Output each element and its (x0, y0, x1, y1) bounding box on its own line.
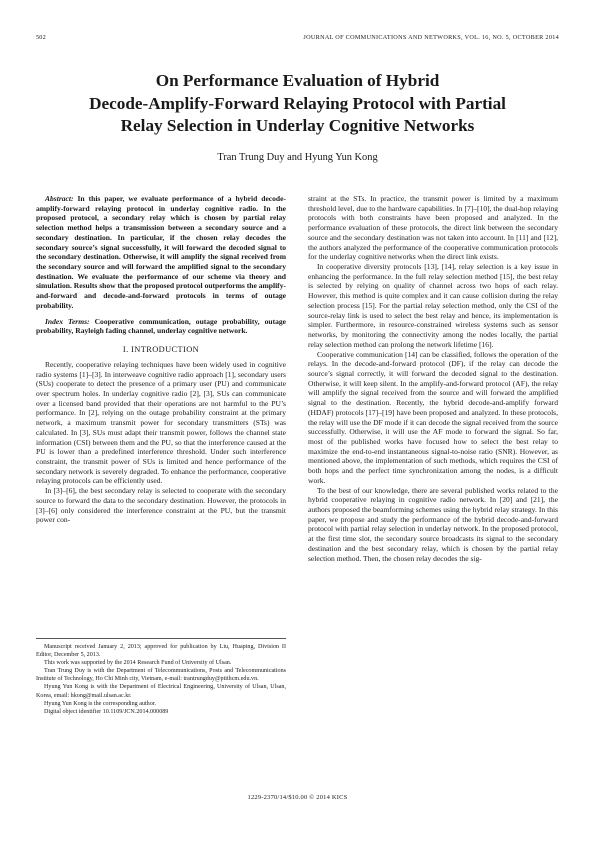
title-line-3: Relay Selection in Underlay Cognitive Networks (120, 116, 475, 135)
footnote-divider (36, 638, 286, 639)
journal-running-header: JOURNAL OF COMMUNICATIONS AND NETWORKS, VOL. 16, NO. 5, OCTOBER 2014 (303, 34, 559, 41)
section-heading-introduction: I. INTRODUCTION (122, 345, 200, 355)
index-terms-label: Index Terms: (45, 316, 90, 326)
abstract (36, 194, 286, 311)
author-list: Tran Trung Duy and Hyung Yun Kong (217, 152, 378, 163)
copyright-identifier: 1229-2370/14/$10.00 © 2014 KICS (247, 794, 348, 801)
footnote: Tran Trung Duy is with the Department of Telecommunications, Posts and Telecommunications Institute of Technology, Ho Chi Minh city, Vietnam, e-mail: trantrungduy@ptithcm.edu.vn. (36, 668, 286, 683)
body-paragraph: Cooperative communication [14] can be classified, follows the operation of the relays. In the decode-and-forward protocol (DF), if the relay can decode the source’s signal correctly, it will forward the decoded signal to the destination. Otherwise, it will keep silent. In the amplify-and-forward protocol (AF), the relay will amplify the signal received from the source and will forward the amplified signal to the destination. Recently, the hybrid decode-and-amplify forward (HDAF) protocols [17]–[19] have been proposed and analyzed. In these protocols, the relay will use the DF mode if it can decode the signal received from the source successfully. Otherwise, it will use the AF mode to forward the signal. So far, most of the published works have focused how to select the best relay to maximize the end-to-end instantaneous signal-to-noise ratio (SNR). However, as mentioned above, the implementation of such methods, which requires the CSI of both hops and the perfect time synchronization among the nodes, is a difficult work. (308, 349, 558, 485)
page-number: 502 (36, 34, 46, 41)
index-terms-text: Cooperative communication, outage probability, outage probability, Rayleigh fading channel, underlay cognitive network. (36, 316, 286, 336)
body-paragraph: In cooperative diversity protocols [13], [14], relay selection is a key issue in enhancing the performance. In the full relay selection method [15], the best relay is selected by relying on quality of channel across two hops of each relay. However, this method is quite complex and it can cause collision during the relay selection process [15]. For the partial relay selection method, only the CSI of the source-relay link is used to select the best relay and hence, its implementation is simpler. Furthermore, in resource-constrained wireless systems such as sensor networks, by monitoring the connectivity among the nodes locally, the partial relay selection method can prolong the network lifetime [16]. (308, 262, 558, 349)
paper-title (40, 70, 555, 138)
footnote: This work was supported by the 2014 Research Fund of University of Ulsan. (44, 660, 232, 667)
footnote: Manuscript received January 2, 2013; approved for publication by Liu, Huaping, Division II Editor, December 5, 2013. (36, 644, 286, 659)
body-paragraph: straint at the STs. In practice, the transmit power is limited by a maximum threshold level, due to the hardware capabilities. In [7]–[10], the dual-hop relaying protocols with both constraints have been proposed and analyzed. In the performance evaluation of these protocols, the direct link between the secondary source and the secondary destination was not taken into account. In [11] and [12], the authors analyzed the performance of the cooperative communication protocols for the underlay cognitive networks when the direct link exists. (308, 194, 558, 262)
footnote: Digital object identifier 10.1109/JCN.2014.000089 (44, 708, 169, 715)
footnote: Hyung Yun Kong is the corresponding author. (44, 700, 156, 707)
title-line-2: Decode-Amplify-Forward Relaying Protocol with Partial (89, 93, 506, 113)
footnotes (36, 638, 286, 716)
abstract-label: Abstract: (45, 194, 74, 203)
abstract-text: In this paper, we evaluate performance of a hybrid decode-amplify-forward relaying protocol in underlay cognitive radio. In the proposed protocol, a secondary relay which is chosen by partial relay selection method helps a transmission between a secondary source and a secondary destination. In particular, if the chosen relay decodes the secondary source’s signal successfully, it will forward the decoded signal to the secondary destination. Otherwise, it will amplify the signal received from the secondary source and will forward the amplified signal to the secondary destination. We evaluate the performance of our scheme via theory and simulation. Results show that the proposed protocol outperforms the amplify-and-forward and decode-and-forward protocols in terms of outage probability. (36, 194, 286, 310)
footnote: Hyung Yun Kong is with the Department of Electrical Engineering, University of Ulsan, Ulsan, Korea, email: hkong@mail.ulsan.ac.kr. (36, 684, 286, 699)
title-line-1: On Performance Evaluation of Hybrid (155, 71, 440, 90)
body-paragraph: In [3]–[6], the best secondary relay is selected to cooperate with the secondary source to forward the data to the secondary destination. However, the protocols in [3]–[6] only considered the interference constraint at the PU, but the transmit power con- (36, 486, 286, 525)
index-terms (36, 317, 286, 336)
body-paragraph: To the best of our knowledge, there are several published works related to the hybrid cooperative relaying in cognitive radio network. In [20] and [21], the authors proposed the beamforming schemes using the hybrid relay strategy. In this paper, we propose and study the performance of the hybrid decode-and-forward protocol with partial relay selection in underlay network. In the proposed protocol, at the first time slot, the secondary source broadcasts its signal to the secondary destination and the best secondary relay, which is chosen by the partial relay selection method. Then, the chosen relay decodes the sig- (308, 485, 558, 563)
right-column (308, 194, 558, 563)
left-column (36, 194, 286, 525)
body-paragraph: Recently, cooperative relaying techniques have been widely used in cognitive radio systems [1]–[3]. In interweave cognitive radio approach [1], secondary users (SUs) cooperate to detect the presence of a primary user (PU) and communicate over spectrum holes. In underlay cognitive radio [2], [3], SUs can communicate over a licensed band provided that their operations are not harmful to the PU’s performance. In [2], relying on the outage probability constraint at the primary network, a maximum transmit power for secondary transmitters (STs) was calculated. In [3], SUs must adapt their transmit power, follows the channel state information (CSI) between them and the PU, so that the interference caused at the PU is lower than a predefined interference threshold. Under such interference constraint, the transmit power of SUs is limited and hence performance of the secondary network is severely degraded. To enhance the performance, cooperative relaying protocols can be efficiently used. (36, 359, 286, 486)
